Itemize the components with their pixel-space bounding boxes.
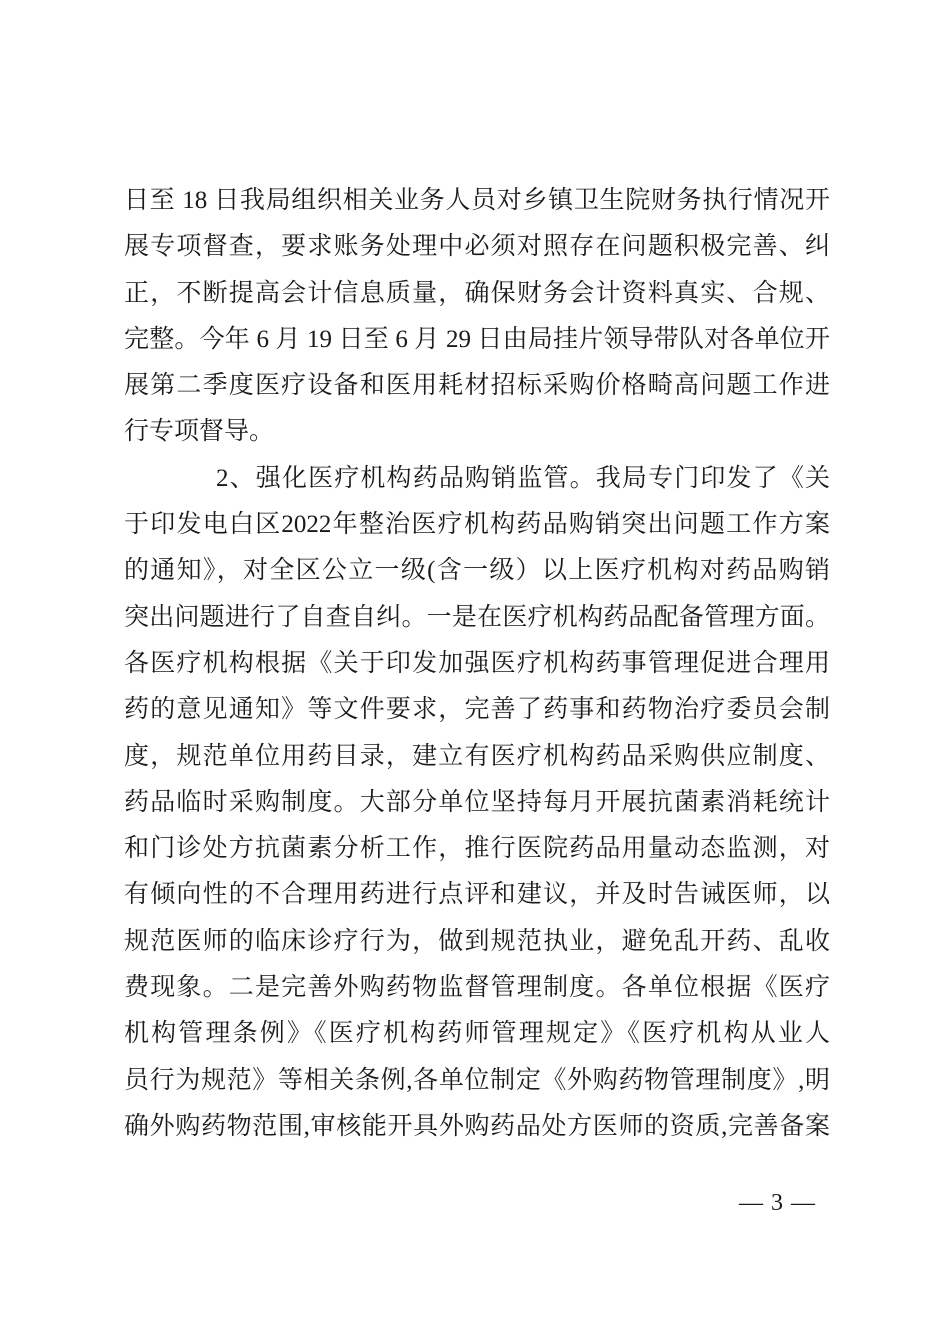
text-line: 费现象。二是完善外购药物监督管理制度。各单位根据《医疗 — [124, 974, 830, 1002]
text-line: 的通知》，对全区公立一级(含一级）以上医疗机构对药品购销 — [124, 557, 830, 585]
text-line: 于印发电白区2022年整治医疗机构药品购销突出问题工作方案 — [124, 511, 830, 539]
text-line: 药品临时采购制度。大部分单位坚持每月开展抗菌素消耗统计 — [124, 788, 830, 816]
text-line: 药的意见通知》等文件要求，完善了药事和药物治疗委员会制 — [124, 696, 830, 724]
text-line: 2、强化医疗机构药品购销监管。我局专门印发了《关 — [216, 464, 830, 492]
text-line: 机构管理条例》《医疗机构药师管理规定》《医疗机构从业人 — [124, 1020, 830, 1048]
text-line: 突出问题进行了自查自纠。一是在医疗机构药品配备管理方面。 — [124, 603, 830, 631]
text-line: 完整。今年 6 月 19 日至 6 月 29 日由局挂片领导带队对各单位开 — [124, 325, 830, 353]
text-line: 展专项督查，要求账务处理中必须对照存在问题积极完善、纠 — [124, 233, 830, 261]
text-line: 规范医师的临床诊疗行为，做到规范执业，避免乱开药、乱收 — [124, 927, 830, 955]
text-line: 行专项督导。 — [124, 418, 275, 446]
text-line: 和门诊处方抗菌素分析工作，推行医院药品用量动态监测，对 — [124, 835, 830, 863]
text-line: 有倾向性的不合理用药进行点评和建议，并及时告诫医师，以 — [124, 881, 830, 909]
text-line: 展第二季度医疗设备和医用耗材招标采购价格畸高问题工作进 — [124, 372, 830, 400]
page-number: — 3 — — [739, 1190, 816, 1216]
text-line: 正，不断提高会计信息质量，确保财务会计资料真实、合规、 — [124, 279, 830, 307]
text-block — [124, 178, 830, 1150]
text-line: 日至 18 日我局组织相关业务人员对乡镇卫生院财务执行情况开 — [124, 187, 830, 214]
text-line: 各医疗机构根据《关于印发加强医疗机构药事管理促进合理用 — [124, 649, 830, 677]
text-line: 度，规范单位用药目录，建立有医疗机构药品采购供应制度、 — [124, 742, 830, 770]
text-line: 确外购药物范围,审核能开具外购药品处方医师的资质,完善备案 — [124, 1112, 830, 1140]
text-line: 员行为规范》等相关条例,各单位制定《外购药物管理制度》,明 — [124, 1066, 830, 1094]
